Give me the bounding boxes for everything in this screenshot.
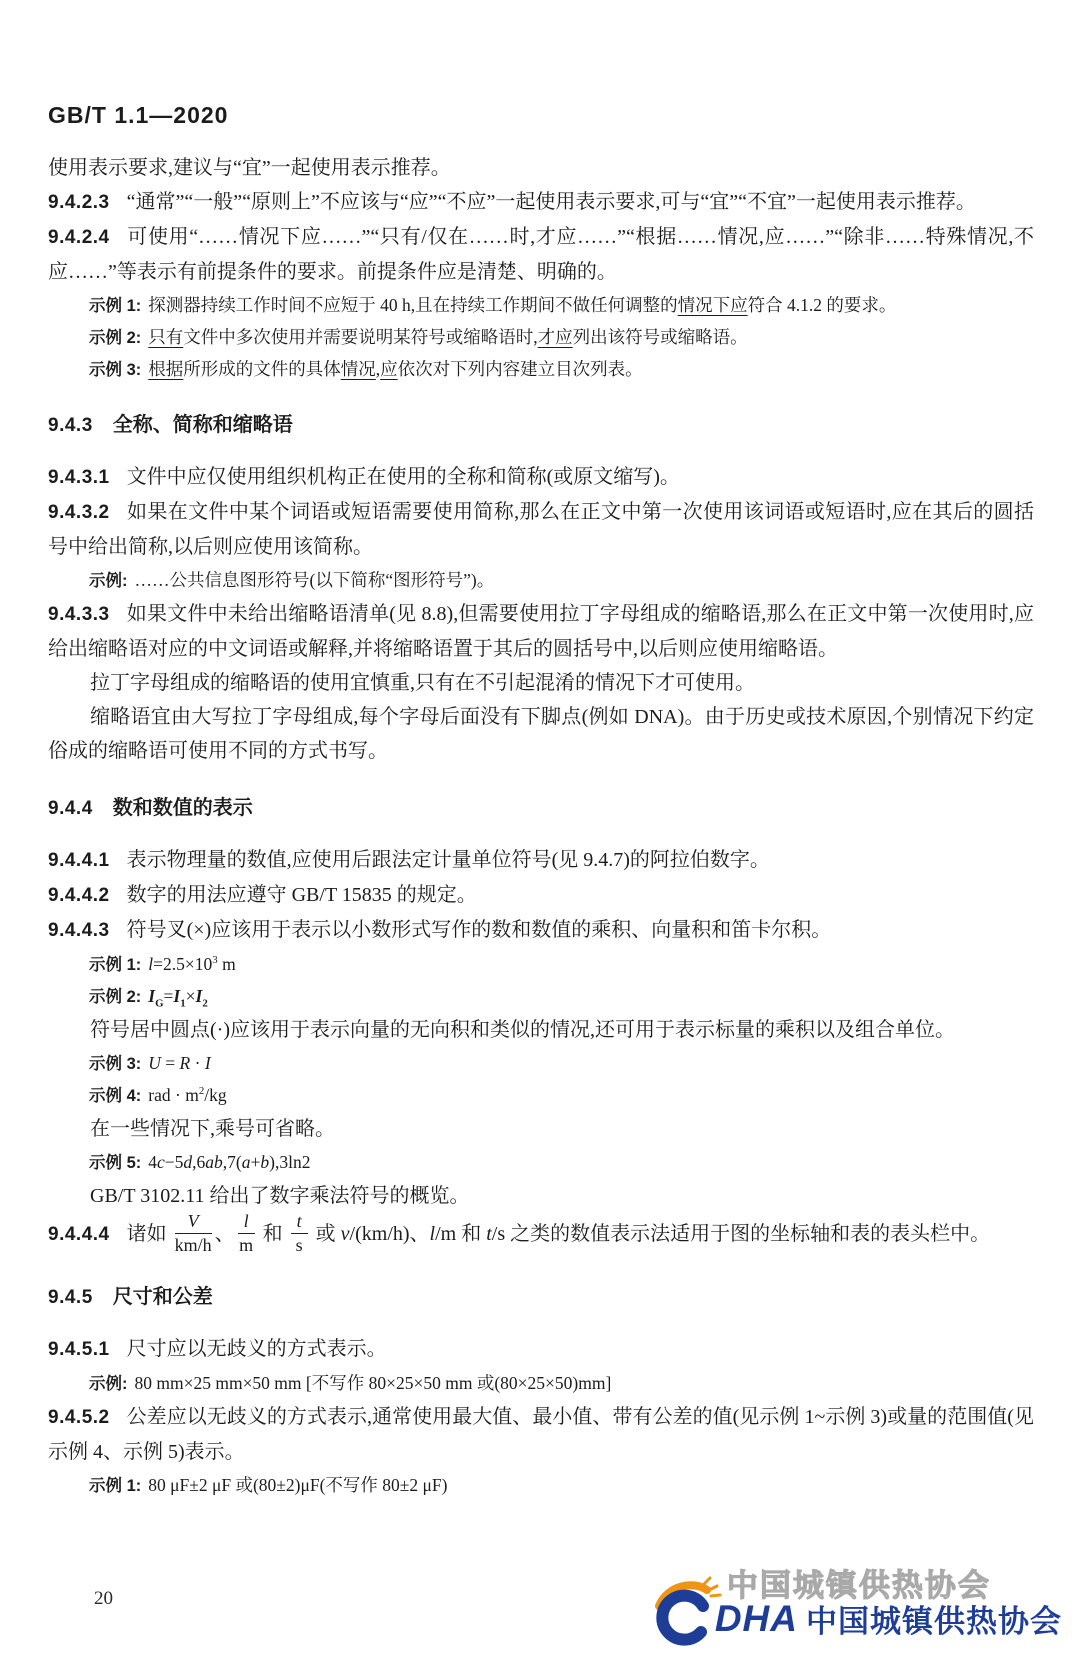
text-run: 所形成的文件的具体	[183, 359, 341, 379]
body-paragraph	[48, 1179, 1034, 1213]
text-run: c	[157, 1152, 165, 1172]
clause-number: 9.4.4.4	[48, 1223, 110, 1245]
text-run: I	[173, 986, 181, 1006]
clause-number: 9.4.4.2	[48, 885, 110, 906]
logo-name: 中国城镇供热协会	[806, 1603, 1062, 1639]
text-run: 符号叉(×)应该用于表示以小数形式写作的数和数值的乘积、向量积和笛卡尔积。	[126, 919, 832, 941]
text-run: 列出该符号或缩略语。	[572, 327, 748, 347]
clause-number: 9.4.2.3	[48, 192, 110, 213]
doc-code: GB/T 1.1—2020	[48, 102, 229, 128]
text-run: 只有	[148, 327, 184, 347]
text-run: I	[148, 986, 156, 1006]
text-run: =	[160, 1053, 180, 1073]
text-run: 拉丁字母组成的缩略语的使用宜慎重,只有在不引起混淆的情况下才可使用。	[90, 672, 755, 694]
clause-paragraph	[48, 495, 1034, 564]
clause-paragraph	[48, 220, 1034, 289]
text-run: 依次对下列内容建立目次列表。	[397, 359, 643, 379]
example-label: 示例 1:	[89, 956, 142, 974]
text-run: ……公共信息图形符号(以下简称“图形符号”)。	[134, 570, 495, 590]
clause-paragraph	[48, 1332, 1034, 1367]
text-run: /(km/h)、	[349, 1222, 430, 1245]
text-run: 如果在文件中某个词语或短语需要使用简称,那么在正文中第一次使用该词语或短语时,应在其后的圆括号中给出简称,以后则应使用该简称。	[48, 501, 1034, 558]
text-run: 缩略语宜由大写拉丁字母组成,每个字母后面没有下脚点(例如 DNA)。由于历史或技术原因,个别情况下约定俗成的缩略语可使用不同的方式书写。	[48, 706, 1034, 762]
text-run: 数字的用法应遵守 GB/T 15835 的规定。	[126, 884, 477, 906]
text-run: −5	[164, 1152, 184, 1172]
text-run: ,	[375, 359, 381, 379]
body-paragraph	[48, 666, 1034, 700]
example-label: 示例 2:	[89, 329, 142, 347]
text-run: 在一些情况下,乘号可省略。	[90, 1118, 335, 1140]
fraction-denominator: m	[239, 1234, 254, 1255]
text-run: /kg	[204, 1085, 227, 1105]
clause-number: 9.4.3.1	[48, 467, 110, 488]
body-paragraph	[48, 151, 1034, 185]
example-line	[48, 565, 1034, 596]
logo-watermark-text: 中国城镇供热协会	[726, 1568, 991, 1603]
fraction-denominator: km/h	[174, 1234, 212, 1255]
section-heading	[48, 1285, 1034, 1310]
clause-paragraph	[48, 1400, 1034, 1469]
clause-paragraph	[48, 185, 1034, 220]
text-run: +	[250, 1152, 261, 1172]
text-run: 尺寸应以无歧义的方式表示。	[126, 1338, 387, 1361]
text-run: 80 mm×25 mm×50 mm [不写作 80×25×50 mm 或(80×25×50)mm]	[134, 1373, 612, 1394]
fraction	[291, 1211, 308, 1255]
fraction-numerator: V	[175, 1211, 212, 1234]
example-line	[48, 1080, 1034, 1111]
clause-paragraph	[48, 597, 1034, 666]
text-run: 数和数值的表示	[112, 797, 253, 819]
clause-number: 9.4.4.1	[48, 850, 110, 871]
text-run: a	[241, 1152, 251, 1172]
text-run: l	[429, 1222, 436, 1245]
text-run: ,6	[192, 1152, 206, 1172]
text-run: =	[163, 986, 174, 1006]
body-paragraph	[48, 700, 1034, 768]
clause-number: 9.4.3.3	[48, 604, 110, 625]
text-run: 应	[380, 359, 398, 379]
example-label: 示例 3:	[89, 1055, 142, 1073]
text-run: /s 之类的数值表示法适用于图的坐标轴和表的表头栏中。	[491, 1222, 991, 1245]
section-heading	[48, 796, 1034, 821]
text-run: 2	[198, 1085, 205, 1098]
text-run: l	[148, 954, 154, 974]
clause-paragraph	[48, 843, 1034, 878]
text-run: 使用表示要求,建议与“宜”一起使用表示推荐。	[48, 157, 451, 179]
example-label: 示例 5:	[89, 1154, 142, 1172]
text-run: I	[195, 986, 203, 1006]
text-run: 4	[148, 1152, 158, 1172]
text-run: 1	[180, 997, 186, 1010]
text-run: ·	[190, 1053, 205, 1073]
text-run: =2.5×10	[153, 954, 213, 974]
example-label: 示例 3:	[89, 361, 142, 379]
clause-number: 9.4.5	[48, 1287, 93, 1309]
text-run: R	[179, 1053, 191, 1073]
example-line	[48, 290, 1034, 321]
example-line	[48, 354, 1034, 385]
clause-number: 9.4.4	[48, 798, 93, 819]
text-run: 、	[214, 1222, 235, 1245]
text-run: b	[260, 1152, 270, 1172]
clause-paragraph	[48, 878, 1034, 913]
text-run: 可使用“……情况下应……”“只有/仅在……时,才应……”“根据……情况,应……”“除非……特殊情况,不应……”等表示有前提条件的要求。前提条件应是清楚、明确的。	[48, 226, 1034, 283]
text-run: 情况下应	[677, 295, 748, 315]
text-run: 和	[257, 1222, 288, 1245]
text-run: G	[155, 997, 164, 1010]
text-run: 探测器持续工作时间不应短于 40 h,且在持续工作期间不做任何调整的	[148, 295, 678, 315]
text-run: 公差应以无歧义的方式表示,通常使用最大值、最小值、带有公差的值(见示例 1~示例 3)或量的范围值(见示例 4、示例 5)表示。	[48, 1406, 1034, 1464]
text-run: 80 μF±2 μF 或(80±2)μF(不写作 80±2 μF)	[148, 1475, 448, 1496]
clause-paragraph	[48, 913, 1034, 948]
clause-paragraph	[48, 1213, 1034, 1257]
text-run: 2	[202, 997, 208, 1010]
text-run: ),3ln2	[269, 1152, 311, 1172]
text-run: v	[340, 1222, 350, 1245]
example-line	[48, 949, 1034, 980]
text-run: ×	[185, 986, 196, 1006]
text-run: ,7(	[222, 1152, 242, 1172]
page-number: 20	[94, 1588, 113, 1609]
text-run: 全称、简称和缩略语	[112, 414, 293, 436]
body-paragraph	[48, 1112, 1034, 1146]
example-label: 示例:	[89, 572, 128, 590]
example-line	[48, 1147, 1034, 1178]
example-label: 示例 2:	[89, 988, 142, 1006]
text-run: t	[486, 1222, 492, 1245]
fraction	[238, 1211, 255, 1255]
example-label: 示例 1:	[89, 297, 142, 315]
clause-number: 9.4.5.1	[48, 1339, 110, 1361]
text-run: 尺寸和公差	[112, 1286, 213, 1309]
clause-number: 9.4.2.4	[48, 227, 110, 248]
text-run: 如果文件中未给出缩略语清单(见 8.8),但需要使用拉丁字母组成的缩略语,那么在正文中第一次使用时,应给出缩略语对应的中文词语或解释,并将缩略语置于其后的圆括号中,以后则应使用缩略语。	[48, 603, 1034, 660]
clause-number: 9.4.3	[48, 415, 93, 436]
text-run: I	[204, 1053, 211, 1073]
clause-number: 9.4.3.2	[48, 502, 110, 523]
text-run: 或	[310, 1222, 341, 1245]
fraction	[175, 1211, 212, 1255]
example-line	[48, 981, 1034, 1012]
text-run: 情况	[340, 359, 376, 379]
clause-number: 9.4.5.2	[48, 1407, 110, 1429]
page-footer	[0, 1544, 1080, 1654]
text-run: GB/T 3102.11 给出了数字乘法符号的概览。	[90, 1185, 470, 1207]
text-run: 根据	[148, 359, 184, 379]
text-run: U	[148, 1053, 161, 1073]
example-line	[48, 1048, 1034, 1079]
fraction-numerator: t	[291, 1211, 308, 1234]
text-run: 诸如	[126, 1222, 172, 1245]
text-run: 3	[212, 954, 218, 967]
text-run: 符合 4.1.2 的要求。	[747, 295, 897, 315]
clause-paragraph	[48, 460, 1034, 495]
example-line	[48, 1470, 1034, 1501]
example-line	[48, 322, 1034, 353]
text-run: ab	[205, 1152, 223, 1172]
text-run: m	[217, 954, 236, 974]
text-run: 符号居中圆点(·)应该用于表示向量的无向积和类似的情况,还可用于表示标量的乘积以及组合单位。	[90, 1019, 955, 1041]
document-body	[48, 151, 1034, 1501]
association-logo	[641, 1568, 1062, 1648]
text-run: /m 和	[435, 1222, 487, 1245]
text-run: d	[183, 1152, 193, 1172]
text-run: rad · m	[148, 1085, 199, 1105]
text-run: “通常”“一般”“原则上”不应该与“应”“不应”一起使用表示要求,可与“宜”“不宜”一起使用表示推荐。	[126, 191, 976, 213]
example-line	[48, 1368, 1034, 1399]
text-run: 表示物理量的数值,应使用后跟法定计量单位符号(见 9.4.7)的阿拉伯数字。	[126, 849, 770, 871]
example-label: 示例:	[89, 1375, 128, 1394]
example-label: 示例 4:	[89, 1087, 142, 1105]
body-paragraph	[48, 1013, 1034, 1047]
clause-number: 9.4.4.3	[48, 920, 110, 941]
fraction-denominator: s	[295, 1234, 303, 1255]
section-heading	[48, 413, 1034, 438]
example-label: 示例 1:	[89, 1477, 142, 1496]
text-run: 才应	[537, 327, 573, 347]
text-run: 文件中应仅使用组织机构正在使用的全称和简称(或原文缩写)。	[126, 466, 680, 488]
text-run: 文件中多次使用并需要说明某符号或缩略语时,	[183, 327, 538, 347]
logo-abbr: DHA	[714, 1598, 798, 1639]
fraction-numerator: l	[238, 1211, 255, 1234]
